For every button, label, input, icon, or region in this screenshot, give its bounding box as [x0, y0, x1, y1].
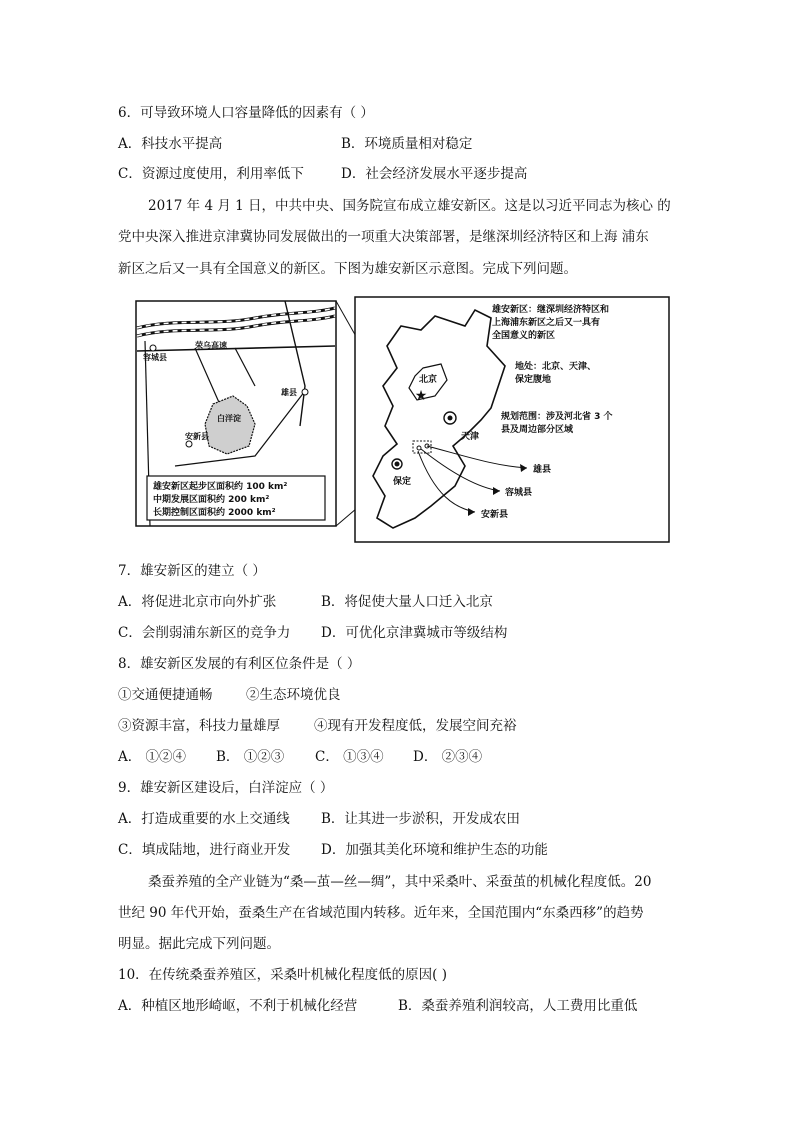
q6-stem: 6．可导致环境人口容量降低的因素有（ ）: [118, 105, 374, 121]
q6-option-c: C．资源过度使用，利用率低下: [118, 166, 304, 182]
q8-statement-2: ②生态环境优良: [246, 687, 341, 703]
plan-line1: 规划范围：涉及河北省 3 个: [501, 412, 613, 422]
q9-option-b: B．让其进一步淤积，开发成农田: [321, 811, 520, 827]
plan-line2: 县及周边部分区域: [501, 425, 574, 435]
label-rongcheng-right: 容城县: [505, 488, 533, 498]
q7-option-d: D．可优化京津冀城市等级结构: [321, 625, 508, 641]
q8-option-c: C． ①③④: [315, 749, 384, 765]
passage1-line1: 2017 年 4 月 1 日，中共中央、国务院宣布成立雄安新区。这是以习近平同志为核心 的: [148, 198, 671, 214]
map-left-panel: [136, 301, 336, 526]
passage2-line1: 桑蚕养殖的全产业链为“桑—茧—丝—绸”，其中采桑叶、采蚕茧的机械化程度低。20: [148, 874, 652, 890]
q7-option-b: B．将促使大量人口迁入北京: [321, 594, 493, 610]
label-xiongxian-left: 雄县: [281, 388, 297, 397]
map-right-panel: [355, 297, 669, 542]
location-line1: 地处：北京、天津、: [515, 362, 597, 372]
q8-option-b: B． ①②③: [216, 749, 285, 765]
label-baiyangdian: 白洋淀: [217, 414, 241, 423]
q8-option-a: A． ①②④: [118, 749, 187, 765]
label-rongcheng-left: 容城县: [143, 353, 167, 362]
q7-option-a: A．将促进北京市向外扩张: [118, 594, 277, 610]
q7-stem: 7．雄安新区的建立（ ）: [118, 563, 266, 579]
q8-stem: 8．雄安新区发展的有利区位条件是（ ）: [118, 656, 361, 672]
label-anxin-left: 安新县: [185, 432, 209, 441]
q8-option-d: D． ②③④: [413, 749, 483, 765]
label-baoding: 保定: [393, 477, 412, 487]
q10-stem: 10．在传统桑蚕养殖区，采桑叶机械化程度低的原因( ): [118, 967, 448, 983]
q10-option-b: B．桑蚕养殖利润较高，人工费用比重低: [398, 998, 638, 1014]
info-line2: 上海浦东新区之后又一具有: [492, 318, 601, 328]
area-startup: 雄安新区起步区面积约 100 km²: [153, 482, 288, 492]
label-rongwu-expressway: 荣乌高速: [195, 341, 227, 350]
q6-option-a: A．科技水平提高: [118, 136, 223, 152]
q6-option-b: B．环境质量相对稳定: [341, 136, 473, 152]
q9-stem: 9．雄安新区建设后，白洋淀应（ ）: [118, 780, 334, 796]
area-midterm: 中期发展区面积约 200 km²: [153, 495, 270, 505]
q9-option-a: A．打造成重要的水上交通线: [118, 811, 290, 827]
xiongan-map-figure: [135, 296, 670, 544]
location-line2: 保定腹地: [515, 375, 552, 385]
q7-option-c: C．会削弱浦东新区的竞争力: [118, 625, 291, 641]
q9-option-d: D．加强其美化环境和维护生态的功能: [321, 842, 548, 858]
passage1-line3: 新区之后又一具有全国意义的新区。下图为雄安新区示意图。完成下列问题。: [118, 261, 577, 277]
beijing-star-icon: ★: [414, 388, 428, 404]
passage2-line3: 明显。据此完成下列问题。: [118, 936, 280, 952]
label-tianjin: 天津: [461, 432, 480, 442]
q6-option-d: D．社会经济发展水平逐步提高: [341, 166, 528, 182]
label-anxin-right: 安新县: [481, 510, 509, 520]
q8-statement-1: ①交通便捷通畅: [118, 687, 213, 703]
q8-statement-4: ④现有开发程度低，发展空间充裕: [314, 718, 517, 734]
q9-option-c: C．填成陆地，进行商业开发: [118, 842, 291, 858]
q10-option-a: A．种植区地形崎岖，不利于机械化经营: [118, 998, 358, 1014]
label-xiongxian-right: 雄县: [533, 465, 552, 475]
info-line1: 雄安新区：继深圳经济特区和: [492, 305, 610, 315]
passage2-line2: 世纪 90 年代开始，蚕桑生产在省域范围内转移。近年来，全国范围内“东桑西移”的趋势: [118, 905, 644, 921]
q8-statement-3: ③资源丰富，科技力量雄厚: [118, 718, 280, 734]
area-longterm: 长期控制区面积约 2000 km²: [153, 508, 276, 518]
label-beijing: 北京: [419, 375, 438, 385]
info-line3: 全国意义的新区: [492, 331, 556, 341]
passage1-line2: 党中央深入推进京津冀协同发展做出的一项重大决策部署，是继深圳经济特区和上海 浦东: [118, 229, 649, 245]
